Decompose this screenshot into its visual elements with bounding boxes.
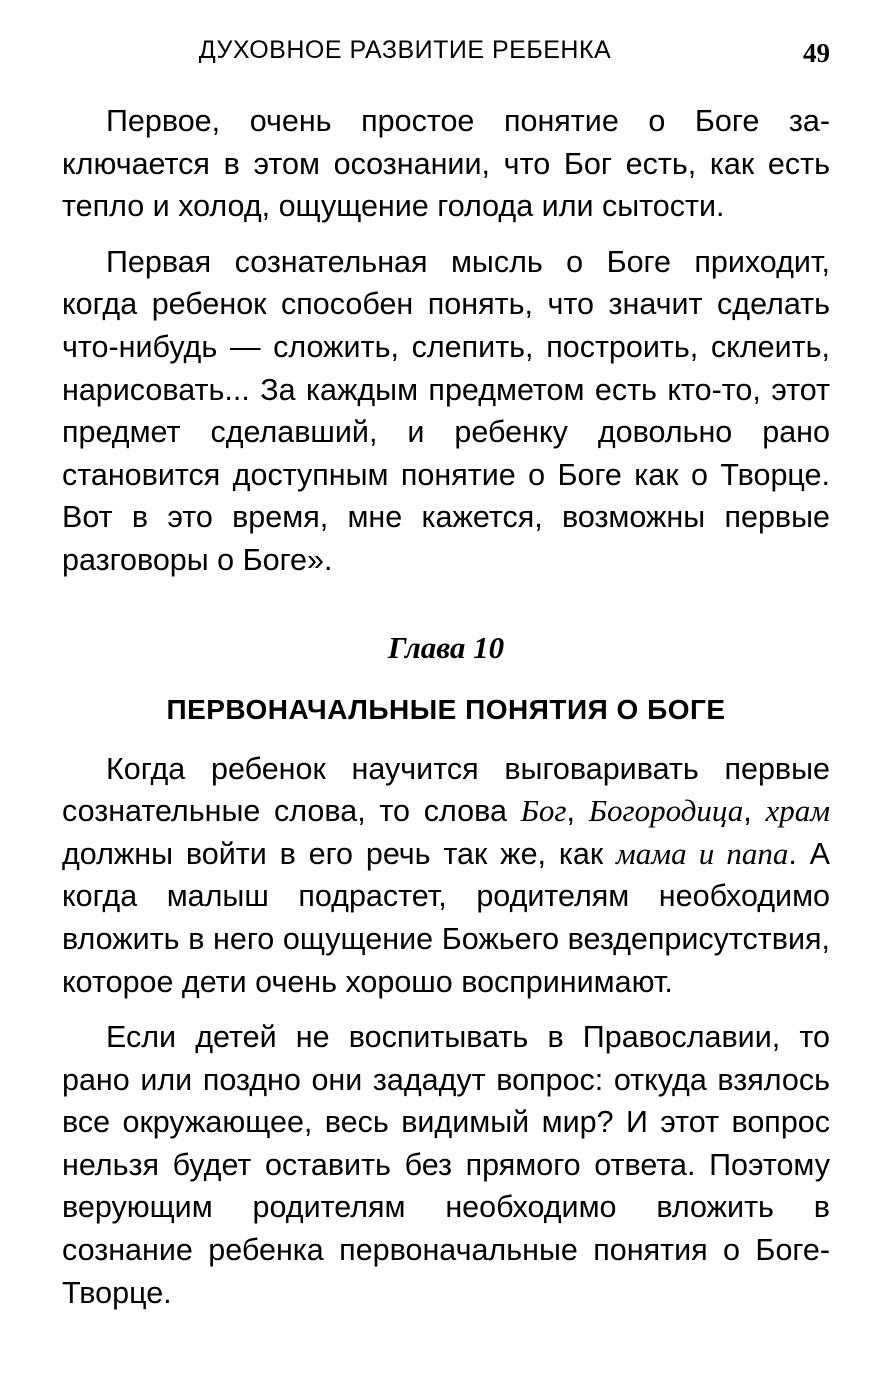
chapter-label: Глава 10 [387,629,505,665]
chapter-title: ПЕРВОНАЧАЛЬНЫЕ ПОНЯТИЯ О БОГЕ [166,693,726,725]
paragraph-3-text-2: , [566,794,589,829]
italic-word-theotokos: Богородица [588,793,744,829]
paragraph-2: Первая сознательная мысль о Боге приходит, когда ребенок способен понять, что значит сделать что-нибудь — сложить, слепить, построить, склеить, нарисовать... За каждым предметом есть кто-то, этот предмет сделавший, и ребенку довольно рано становится доступным понятие о Боге как о Творце. Вот в это время, мне кажется, возможны первые разговоры о Боге». [62,244,830,577]
paragraph-3-text-3: , [743,794,766,829]
italic-words-mom-and-dad: мама и папа [616,835,789,871]
paragraph-3 [62,748,830,1004]
italic-word-god: Бог [520,793,567,829]
paragraph-3-text-5: . А когда малыш подрастет, родителям необходимо вложить в него ощущение Божьего вездеприсутствия, которое дети очень хорошо воспринимают. [62,836,830,999]
page-number: 49 [803,38,830,68]
italic-word-temple: храм [765,793,830,829]
running-title: ДУХОВНОЕ РАЗВИТИЕ РЕБЕНКА [198,36,612,64]
paragraph-3-text-4: должны войти в его речь так же, как [62,836,617,871]
body-text [62,100,830,1314]
paragraph-1: Первое, очень простое понятие о Боге заключается в этом осознании, что Бог есть, как есть тепло и холод, ощущение голода или сытости. [62,104,830,224]
paragraph-4: Если детей не воспитывать в Православии, то рано или поздно они зададут вопрос: откуда взялось все окружающее, весь видимый мир? И этот вопрос нельзя будет оставить без прямого ответа. Поэтому верующим родителям необходимо вложить в сознание ребенка первоначальные понятия о Боге-Творце. [62,1020,830,1310]
paragraph-3-text-1: Когда ребенок научится выговаривать первые сознательные слова, то слова [62,751,830,829]
running-header [62,30,830,74]
